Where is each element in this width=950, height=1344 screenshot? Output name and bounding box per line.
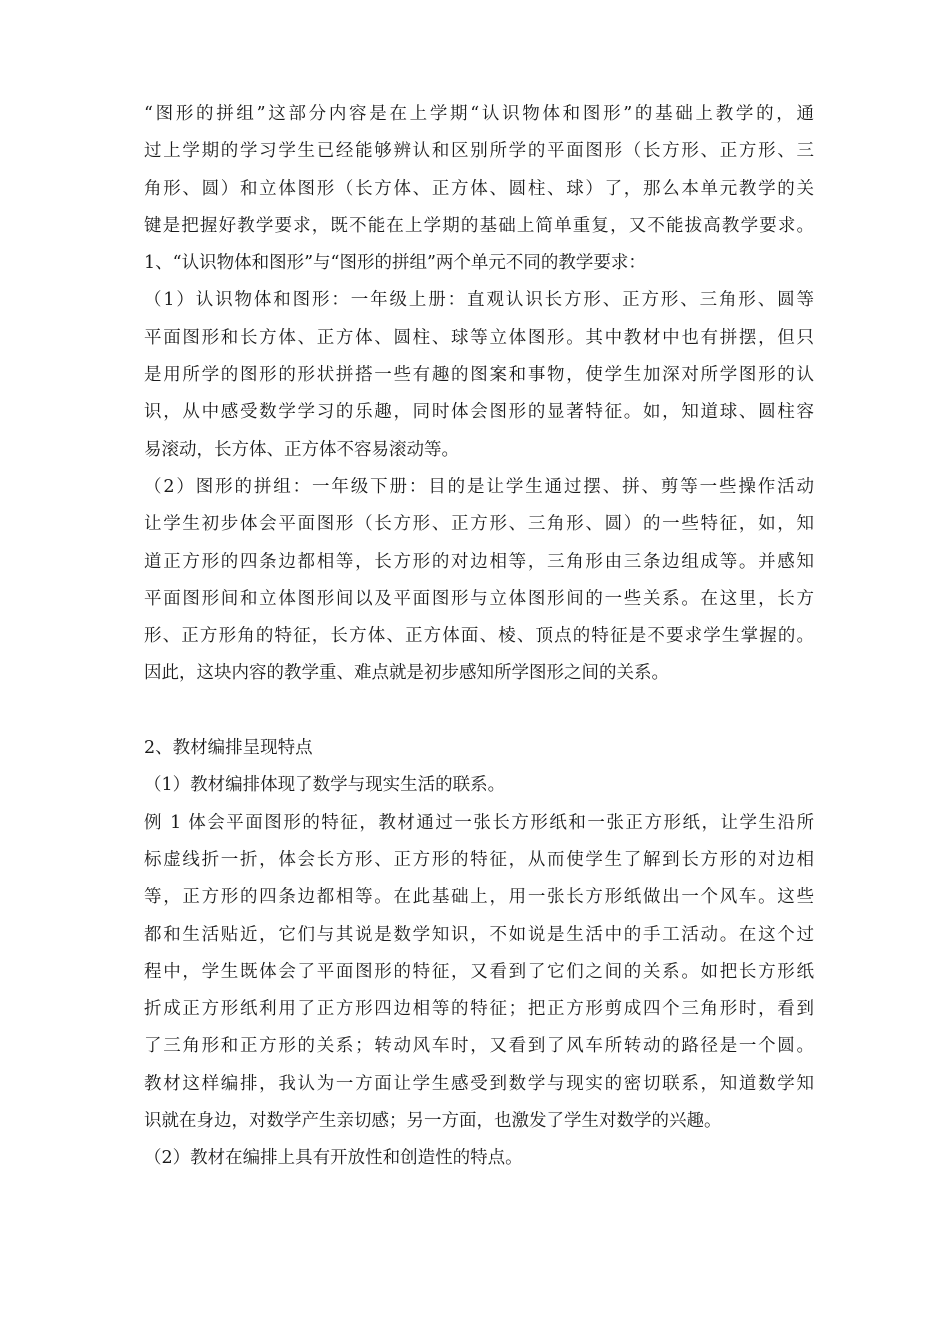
text-line: （1）认识物体和图形：一年级上册：直观认识长方形、正方形、三角形、圆等	[144, 290, 814, 311]
text-line: 教材这样编排，我认为一方面让学生感受到数学与现实的密切联系，知道数学知	[144, 1073, 814, 1094]
text-line: 键是把握好教学要求，既不能在上学期的基础上简单重复，又不能拔高教学要求。	[144, 215, 814, 236]
text-line: 平面图形间和立体图形间以及平面图形与立体图形间的一些关系。在这里，长方	[144, 588, 814, 609]
text-line: 标虚线折一折，体会长方形、正方形的特征，从而使学生了解到长方形的对边相	[144, 849, 814, 870]
text-line: “图形的拼组”这部分内容是在上学期“认识物体和图形”的基础上教学的，通	[144, 104, 814, 124]
text-line: 折成正方形纸利用了正方形四边相等的特征；把正方形剪成四个三角形时，看到	[144, 999, 814, 1020]
text-line: 过上学期的学习学生已经能够辨认和区别所学的平面图形（长方形、正方形、三	[144, 141, 814, 162]
text-line: 例 1 体会平面图形的特征，教材通过一张长方形纸和一张正方形纸，让学生沿所	[144, 812, 814, 833]
text-line: 形、正方形角的特征，长方体、正方体面、棱、顶点的特征是不要求学生掌握的。	[144, 626, 814, 647]
text-line: 是用所学的图形的形状拼搭一些有趣的图案和事物，使学生加深对所学图形的认	[144, 365, 814, 386]
text-line: 程中，学生既体会了平面图形的特征，又看到了它们之间的关系。如把长方形纸	[144, 961, 814, 982]
text-line: 了三角形和正方形的关系；转动风车时，又看到了风车所转动的路径是一个圆。	[144, 1036, 814, 1057]
text-line: 等，正方形的四条边都相等。在此基础上，用一张长方形纸做出一个风车。这些	[144, 887, 814, 908]
section-heading: 1、“认识物体和图形”与“图形的拼组”两个单元不同的教学要求：	[144, 253, 646, 274]
text-line: 角形、圆）和立体图形（长方体、正方体、圆柱、球）了，那么本单元教学的关	[144, 178, 814, 199]
blank-line	[144, 693, 814, 730]
text-line: 因此，这块内容的教学重、难点就是初步感知所学图形之间的关系。	[144, 663, 669, 684]
section-heading: 2、教材编排呈现特点	[144, 738, 313, 759]
text-line: 识就在身边，对数学产生亲切感；另一方面，也激发了学生对数学的兴趣。	[144, 1111, 722, 1132]
text-line: 道正方形的四条边都相等，长方形的对边相等，三角形由三条边组成等。并感知	[144, 551, 814, 572]
text-line: （2）图形的拼组：一年级下册：目的是让学生通过摆、拼、剪等一些操作活动	[144, 476, 814, 497]
text-line: 都和生活贴近，它们与其说是数学知识，不如说是生活中的手工活动。在这个过	[144, 924, 814, 945]
text-line: 易滚动，长方体、正方体不容易滚动等。	[144, 439, 459, 460]
document-page	[144, 96, 814, 1178]
text-line: 识，从中感受数学学习的乐趣，同时体会图形的显著特征。如，知道球、圆柱容	[144, 402, 814, 423]
text-line: 让学生初步体会平面图形（长方形、正方形、三角形、圆）的一些特征，如，知	[144, 514, 814, 535]
subsection-heading: （1）教材编排体现了数学与现实生活的联系。	[144, 775, 506, 796]
text-line: 平面图形和长方体、正方体、圆柱、球等立体图形。其中教材中也有拼摆，但只	[144, 327, 814, 348]
subsection-heading: （2）教材在编排上具有开放性和创造性的特点。	[144, 1148, 523, 1169]
